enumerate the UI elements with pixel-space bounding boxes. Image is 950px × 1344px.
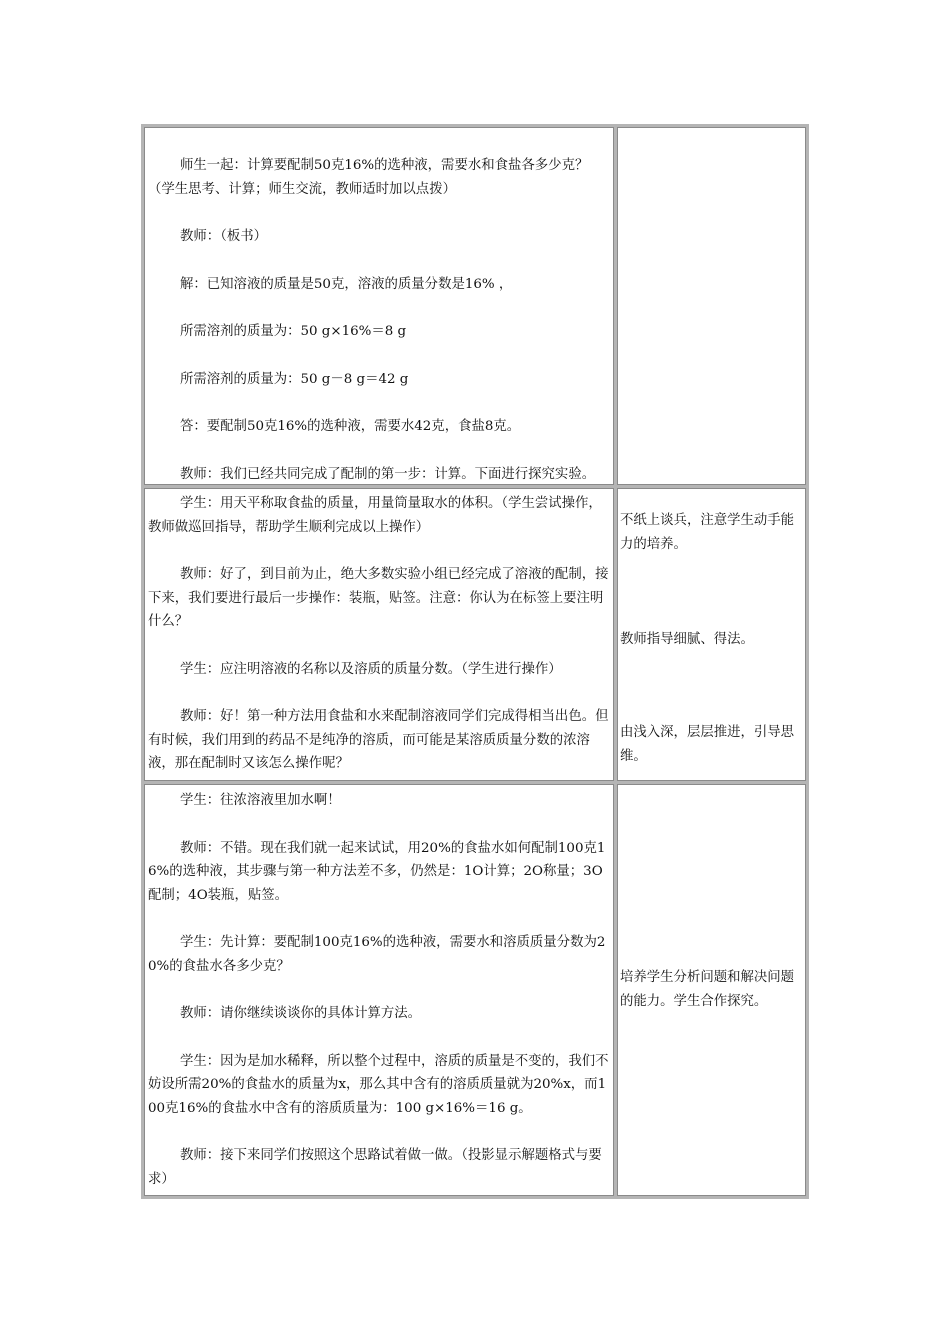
table-row xyxy=(144,784,806,1196)
paragraph: 教师：（板书） xyxy=(180,229,268,244)
paragraph: 师生一起：计算要配制50克16%的选种液，需要水和食盐各多少克？（学生思考、计算；师生交流，教师适时加以点拨） xyxy=(148,158,589,197)
paragraph: 所需溶剂的质量为：50 g－8 g＝42 g xyxy=(180,371,409,387)
paragraph: 学生：用天平称取食盐的质量，用量筒量取水的体积。（学生尝试操作，教师做巡回指导，帮助学生顺利完成以上操作） xyxy=(148,496,602,535)
design-note: 不纸上谈兵，注意学生动手能力的培养。 xyxy=(620,513,795,552)
paragraph: 教师：请你继续谈谈你的具体计算方法。 xyxy=(180,1006,422,1021)
paragraph: 学生：因为是加水稀释，所以整个过程中，溶质的质量是不变的，我们不妨设所需20%的食盐水的质量为x，那么其中含有的溶质质量就为20%x，而100克16%的食盐水中含有的溶质质量为：100 g×16%＝16 g。 xyxy=(148,1053,609,1116)
paragraph: 所需溶剂的质量为：50 g×16%＝8 g xyxy=(180,324,407,339)
dialogue-cell xyxy=(144,784,614,1196)
design-note: 由浅入深，层层推进，引导思维。 xyxy=(620,725,795,764)
design-intent-cell xyxy=(617,127,806,485)
design-note: 教师指导细腻、得法。 xyxy=(620,632,754,647)
design-note: 培养学生分析问题和解决问题的能力。学生合作探究。 xyxy=(620,970,795,1009)
paragraph: 学生：应注明溶液的名称以及溶质的质量分数。（学生进行操作） xyxy=(180,661,562,677)
paragraph: 教师：好了，到目前为止，绝大多数实验小组已经完成了溶液的配制，接下来，我们要进行最后一步操作：装瓶，贴签。注意：你认为在标签上要注明什么？ xyxy=(148,567,609,629)
paragraph: 学生：往浓溶液里加水啊！ xyxy=(180,793,341,808)
paragraph: 教师：接下来同学们按照这个思路试着做一做。（投影显示解题格式与要求） xyxy=(148,1148,602,1187)
paragraph: 学生：先计算：要配制100克16%的选种液，需要水和溶质质量分数为20%的食盐水各多少克？ xyxy=(148,935,606,974)
paragraph: 解：已知溶液的质量是50克，溶液的质量分数是16% ， xyxy=(180,276,513,292)
dialogue-cell xyxy=(144,127,614,485)
design-intent-cell xyxy=(617,488,806,781)
paragraph: 教师：我们已经共同完成了配制的第一步：计算。下面进行探究实验。 xyxy=(180,466,596,482)
table-row xyxy=(144,488,806,781)
lesson-table xyxy=(141,124,809,1199)
design-intent-cell xyxy=(617,784,806,1196)
paragraph: 教师：不错。现在我们就一起来试试，用20%的食盐水如何配制100克16%的选种液，其步骤与第一种方法差不多，仍然是：1O计算；2O称量；3O配制；4O装瓶，贴签。 xyxy=(148,840,606,903)
paragraph: 答：要配制50克16%的选种液，需要水42克，食盐8克。 xyxy=(180,419,521,434)
table-row xyxy=(144,127,806,485)
paragraph: 教师：好！第一种方法用食盐和水来配制溶液同学们完成得相当出色。但有时候，我们用到的药品不是纯净的溶质，而可能是某溶质质量分数的浓溶液，那在配制时又该怎么操作呢？ xyxy=(148,709,609,771)
dialogue-cell xyxy=(144,488,614,781)
